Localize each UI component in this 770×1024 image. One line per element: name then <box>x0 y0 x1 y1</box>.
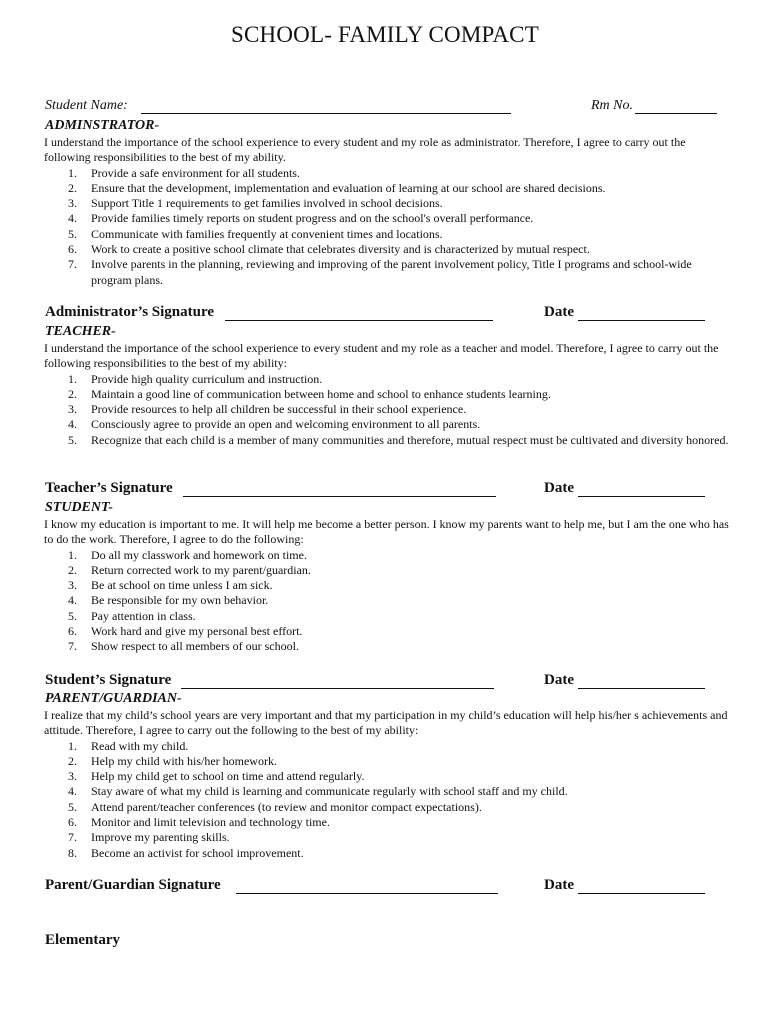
student-heading: STUDENT- <box>45 500 113 515</box>
parent-section <box>45 690 735 861</box>
student-info-row <box>45 98 725 116</box>
list-item-number: 1. <box>68 547 77 562</box>
student-intro: I know my education is important to me. It will help me become a better person. I know my parents want to help me, but I am the one who has to do the work. Therefore, I agree to do the following: <box>44 517 729 547</box>
list-item-text: Do all my classwork and homework on time. <box>91 547 307 562</box>
list-item-text: Provide families timely reports on student progress and on the school's overall performance. <box>91 211 534 226</box>
list-item <box>45 800 735 815</box>
list-item-number: 8. <box>68 845 77 860</box>
list-item <box>45 548 735 563</box>
list-item-text: Stay aware of what my child is learning and communicate regularly with school staff and my child. <box>91 784 568 799</box>
parent-signature-field[interactable] <box>236 893 498 894</box>
list-item-number: 5. <box>68 432 77 447</box>
list-item-text: Help my child get to school on time and attend regularly. <box>91 769 365 784</box>
list-item <box>45 387 735 402</box>
administrator-heading: ADMINSTRATOR- <box>45 118 160 133</box>
list-item-number: 6. <box>68 624 77 639</box>
list-item-number: 3. <box>68 769 77 784</box>
parent-signature-label: Parent/Guardian Signature <box>45 877 221 893</box>
list-item <box>45 593 735 608</box>
list-item-number: 3. <box>68 196 77 211</box>
parent-date-label: Date <box>544 877 574 893</box>
list-item <box>45 769 735 784</box>
list-item-text: Pay attention in class. <box>91 608 196 623</box>
list-item-text: Provide resources to help all children be successful in their school experience. <box>91 402 467 417</box>
administrator-section <box>45 117 735 288</box>
list-item-text: Show respect to all members of our school. <box>91 639 299 654</box>
list-item <box>45 815 735 830</box>
list-item <box>45 227 735 242</box>
list-item-number: 4. <box>68 211 77 226</box>
list-item-text: Involve parents in the planning, reviewing and improving of the parent involvement policy, Title I programs and school-wide program plans. <box>91 257 692 287</box>
administrator-intro: I understand the importance of the school experience to every student and my role as administrator. Therefore, I agree to carry out the following responsibilities to the best of my ability. <box>44 135 686 165</box>
list-item-number: 2. <box>68 562 77 577</box>
list-item <box>45 242 735 257</box>
student-signature-label: Student’s Signature <box>45 672 172 688</box>
list-item <box>45 754 735 769</box>
list-item-number: 5. <box>68 799 77 814</box>
room-number-field[interactable] <box>635 113 717 114</box>
list-item-text: Provide high quality curriculum and instruction. <box>91 371 323 386</box>
list-item-number: 3. <box>68 578 77 593</box>
list-item-text: Support Title 1 requirements to get families involved in school decisions. <box>91 196 443 211</box>
list-item-text: Provide a safe environment for all students. <box>91 165 300 180</box>
list-item-number: 2. <box>68 386 77 401</box>
list-item-number: 4. <box>68 417 77 432</box>
student-signature-field[interactable] <box>181 688 494 689</box>
administrator-signature-row <box>45 304 725 324</box>
list-item-text: Read with my child. <box>91 738 189 753</box>
teacher-date-label: Date <box>544 480 574 496</box>
teacher-signature-row <box>45 480 725 500</box>
parent-heading: PARENT/GUARDIAN- <box>45 691 182 706</box>
list-item-number: 6. <box>68 815 77 830</box>
list-item-number: 4. <box>68 593 77 608</box>
list-item <box>45 624 735 639</box>
list-item-number: 5. <box>68 608 77 623</box>
room-number-label: Rm No. <box>591 98 633 113</box>
student-name-label: Student Name: <box>45 98 128 113</box>
list-item <box>45 257 735 288</box>
list-item-number: 1. <box>68 165 77 180</box>
list-item <box>45 417 735 432</box>
student-list <box>45 548 735 655</box>
list-item-text: Recognize that each child is a member of many communities and therefore, mutual respect must be cultivated and diversity honored. <box>91 432 729 447</box>
footer-label: Elementary <box>45 932 120 948</box>
teacher-signature-label: Teacher’s Signature <box>45 480 173 496</box>
list-item <box>45 402 735 417</box>
list-item <box>45 846 735 861</box>
list-item-number: 7. <box>68 257 77 272</box>
list-item-text: Help my child with his/her homework. <box>91 753 277 768</box>
list-item <box>45 433 735 448</box>
list-item-text: Be at school on time unless I am sick. <box>91 578 273 593</box>
list-item <box>45 639 735 654</box>
list-item-text: Consciously agree to provide an open and welcoming environment to all parents. <box>91 417 481 432</box>
parent-signature-row <box>45 877 725 897</box>
page-title: SCHOOL- FAMILY COMPACT <box>231 22 539 47</box>
list-item-text: Return corrected work to my parent/guardian. <box>91 562 311 577</box>
list-item-number: 1. <box>68 371 77 386</box>
teacher-date-field[interactable] <box>578 496 705 497</box>
parent-list <box>45 739 735 861</box>
teacher-section <box>45 323 735 448</box>
list-item-text: Ensure that the development, implementation and evaluation of learning at our school are shared decisions. <box>91 180 606 195</box>
administrator-date-field[interactable] <box>578 320 705 321</box>
student-signature-row <box>45 672 725 692</box>
list-item-number: 2. <box>68 753 77 768</box>
administrator-list <box>45 166 735 288</box>
list-item <box>45 784 735 799</box>
list-item-number: 3. <box>68 402 77 417</box>
list-item-text: Monitor and limit television and technology time. <box>91 815 330 830</box>
list-item-text: Attend parent/teacher conferences (to review and monitor compact expectations). <box>91 799 482 814</box>
list-item-number: 1. <box>68 738 77 753</box>
list-item-number: 5. <box>68 226 77 241</box>
administrator-date-label: Date <box>544 304 574 320</box>
list-item-text: Communicate with families frequently at convenient times and locations. <box>91 226 443 241</box>
parent-intro: I realize that my child’s school years are very important and that my participation in my child’s education will help his/her s achievements and attitude. Therefore, I agree to carry out the following to the best of my ability: <box>44 708 728 738</box>
list-item-number: 2. <box>68 180 77 195</box>
list-item-number: 6. <box>68 242 77 257</box>
list-item-text: Improve my parenting skills. <box>91 830 230 845</box>
list-item <box>45 181 735 196</box>
list-item-number: 4. <box>68 784 77 799</box>
student-section <box>45 499 735 655</box>
teacher-intro: I understand the importance of the school experience to every student and my role as a teacher and model. Therefore, I agree to carry out the following responsibilities to the best of my ability: <box>44 341 719 371</box>
list-item-text: Maintain a good line of communication between home and school to enhance students learning. <box>91 386 551 401</box>
student-name-field[interactable] <box>141 113 511 114</box>
teacher-heading: TEACHER- <box>45 324 116 339</box>
administrator-signature-field[interactable] <box>225 320 493 321</box>
list-item <box>45 563 735 578</box>
list-item <box>45 578 735 593</box>
list-item <box>45 211 735 226</box>
list-item <box>45 372 735 387</box>
list-item <box>45 166 735 181</box>
list-item-text: Be responsible for my own behavior. <box>91 593 269 608</box>
administrator-signature-label: Administrator’s Signature <box>45 304 215 320</box>
student-date-label: Date <box>544 672 574 688</box>
teacher-signature-field[interactable] <box>183 496 496 497</box>
list-item-text: Work hard and give my personal best effort. <box>91 624 303 639</box>
list-item-text: Become an activist for school improvement. <box>91 845 304 860</box>
list-item <box>45 739 735 754</box>
teacher-list <box>45 372 735 448</box>
student-date-field[interactable] <box>578 688 705 689</box>
list-item-text: Work to create a positive school climate that celebrates diversity and is characterized by mutual respect. <box>91 242 590 257</box>
list-item <box>45 830 735 845</box>
list-item <box>45 609 735 624</box>
list-item <box>45 196 735 211</box>
list-item-number: 7. <box>68 830 77 845</box>
parent-date-field[interactable] <box>578 893 705 894</box>
list-item-number: 7. <box>68 639 77 654</box>
